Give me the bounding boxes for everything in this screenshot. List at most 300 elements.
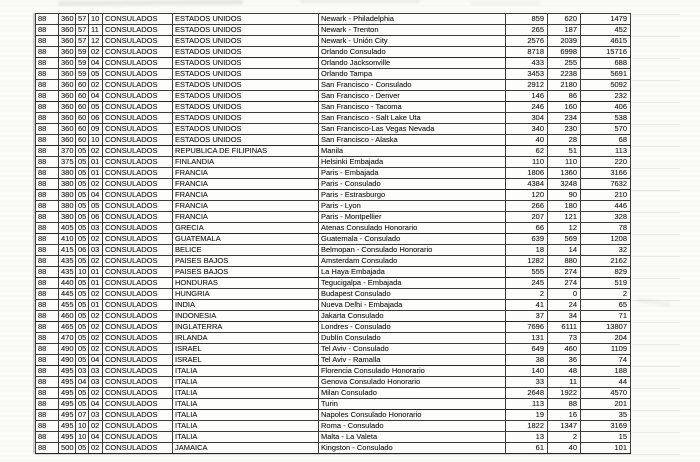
cell-code-entidad: 88 bbox=[36, 36, 59, 47]
cell-code-entidad: 88 bbox=[36, 333, 59, 344]
cell-code-oficina: 03 bbox=[89, 245, 103, 256]
cell-code-distrito: 05 bbox=[76, 322, 89, 333]
cell-code-oficina: 06 bbox=[89, 212, 103, 223]
cell-code-entidad: 88 bbox=[36, 432, 59, 443]
cell-total: 113 bbox=[581, 146, 631, 157]
cell-code-oficina: 02 bbox=[89, 47, 103, 58]
cell-code-pais: 360 bbox=[59, 80, 76, 91]
cell-code-pais: 410 bbox=[59, 234, 76, 245]
cell-tipo: CONSULADOS bbox=[103, 102, 173, 113]
cell-code-distrito: 05 bbox=[76, 223, 89, 234]
cell-code-pais: 495 bbox=[59, 399, 76, 410]
cell-pais: ITALIA bbox=[173, 432, 319, 443]
cell-valor-2: 234 bbox=[548, 113, 581, 124]
cell-total: 78 bbox=[581, 223, 631, 234]
cell-code-entidad: 88 bbox=[36, 201, 59, 212]
cell-valor-1: 113 bbox=[506, 399, 548, 410]
cell-code-entidad: 88 bbox=[36, 223, 59, 234]
cell-code-oficina: 04 bbox=[89, 355, 103, 366]
cell-total: 204 bbox=[581, 333, 631, 344]
cell-pais: GRECIA bbox=[173, 223, 319, 234]
cell-code-oficina: 02 bbox=[89, 179, 103, 190]
cell-valor-1: 41 bbox=[506, 300, 548, 311]
cell-code-entidad: 88 bbox=[36, 245, 59, 256]
cell-valor-1: 62 bbox=[506, 146, 548, 157]
table-row bbox=[36, 443, 631, 454]
cell-code-oficina: 05 bbox=[89, 69, 103, 80]
cell-oficina: La Haya Embajada bbox=[319, 267, 506, 278]
table-row bbox=[36, 201, 631, 212]
cell-valor-1: 61 bbox=[506, 443, 548, 454]
cell-oficina: Belmopan - Consulado Honorario bbox=[319, 245, 506, 256]
cell-total: 15716 bbox=[581, 47, 631, 58]
cell-code-oficina: 01 bbox=[89, 168, 103, 179]
table-row bbox=[36, 377, 631, 388]
cell-pais: ITALIA bbox=[173, 421, 319, 432]
cell-oficina: San Francisco-Las Vegas Nevada bbox=[319, 124, 506, 135]
cell-code-distrito: 05 bbox=[76, 388, 89, 399]
cell-valor-1: 1282 bbox=[506, 256, 548, 267]
cell-code-oficina: 03 bbox=[89, 366, 103, 377]
cell-total: 4615 bbox=[581, 36, 631, 47]
cell-code-pais: 370 bbox=[59, 146, 76, 157]
cell-valor-1: 340 bbox=[506, 124, 548, 135]
cell-code-distrito: 07 bbox=[76, 410, 89, 421]
cell-valor-2: 880 bbox=[548, 256, 581, 267]
cell-code-entidad: 88 bbox=[36, 69, 59, 80]
cell-code-pais: 360 bbox=[59, 25, 76, 36]
cell-valor-1: 8718 bbox=[506, 47, 548, 58]
cell-total: 13807 bbox=[581, 322, 631, 333]
cell-valor-2: 16 bbox=[548, 410, 581, 421]
table-row bbox=[36, 388, 631, 399]
table-row bbox=[36, 289, 631, 300]
cell-tipo: CONSULADOS bbox=[103, 377, 173, 388]
table-row bbox=[36, 322, 631, 333]
cell-valor-2: 1360 bbox=[548, 168, 581, 179]
cell-total: 3166 bbox=[581, 168, 631, 179]
cell-pais: ISRAEL bbox=[173, 355, 319, 366]
cell-oficina: Helsinki Embajada bbox=[319, 157, 506, 168]
cell-code-pais: 500 bbox=[59, 443, 76, 454]
cell-code-entidad: 88 bbox=[36, 146, 59, 157]
cell-valor-1: 37 bbox=[506, 311, 548, 322]
cell-tipo: CONSULADOS bbox=[103, 344, 173, 355]
cell-tipo: CONSULADOS bbox=[103, 124, 173, 135]
cell-tipo: CONSULADOS bbox=[103, 212, 173, 223]
cell-total: 35 bbox=[581, 410, 631, 421]
cell-code-pais: 380 bbox=[59, 212, 76, 223]
table-row bbox=[36, 278, 631, 289]
cell-code-pais: 470 bbox=[59, 333, 76, 344]
cell-code-pais: 380 bbox=[59, 201, 76, 212]
table-row bbox=[36, 333, 631, 344]
cell-tipo: CONSULADOS bbox=[103, 201, 173, 212]
cell-total: 201 bbox=[581, 399, 631, 410]
cell-code-oficina: 09 bbox=[89, 124, 103, 135]
cell-pais: ESTADOS UNIDOS bbox=[173, 91, 319, 102]
cell-code-distrito: 59 bbox=[76, 58, 89, 69]
cell-tipo: CONSULADOS bbox=[103, 443, 173, 454]
cell-oficina: San Francisco - Alaska bbox=[319, 135, 506, 146]
cell-code-entidad: 88 bbox=[36, 190, 59, 201]
cell-code-entidad: 88 bbox=[36, 443, 59, 454]
cell-pais: HONDURAS bbox=[173, 278, 319, 289]
cell-valor-1: 649 bbox=[506, 344, 548, 355]
cell-total: 4570 bbox=[581, 388, 631, 399]
cell-oficina: San Francisco - Tacoma bbox=[319, 102, 506, 113]
table-row bbox=[36, 245, 631, 256]
cell-valor-1: 66 bbox=[506, 223, 548, 234]
table-row bbox=[36, 91, 631, 102]
cell-code-pais: 405 bbox=[59, 223, 76, 234]
table-row bbox=[36, 344, 631, 355]
cell-valor-1: 2576 bbox=[506, 36, 548, 47]
cell-oficina: Nueva Delhi - Embajada bbox=[319, 300, 506, 311]
cell-code-entidad: 88 bbox=[36, 377, 59, 388]
cell-valor-1: 1806 bbox=[506, 168, 548, 179]
cell-pais: FRANCIA bbox=[173, 190, 319, 201]
table-row bbox=[36, 190, 631, 201]
cell-valor-1: 3453 bbox=[506, 69, 548, 80]
cell-code-distrito: 05 bbox=[76, 146, 89, 157]
cell-code-entidad: 88 bbox=[36, 322, 59, 333]
cell-code-distrito: 05 bbox=[76, 344, 89, 355]
cell-valor-1: 555 bbox=[506, 267, 548, 278]
cell-code-pais: 380 bbox=[59, 179, 76, 190]
table-row bbox=[36, 25, 631, 36]
cell-valor-2: 230 bbox=[548, 124, 581, 135]
cell-code-oficina: 04 bbox=[89, 190, 103, 201]
cell-code-distrito: 05 bbox=[76, 355, 89, 366]
cell-code-distrito: 05 bbox=[76, 190, 89, 201]
scan-smudge bbox=[300, 0, 420, 3]
cell-code-distrito: 05 bbox=[76, 300, 89, 311]
cell-valor-1: 1822 bbox=[506, 421, 548, 432]
cell-total: 452 bbox=[581, 25, 631, 36]
cell-total: 2 bbox=[581, 289, 631, 300]
cell-oficina: San Francisco - Salt Lake Uta bbox=[319, 113, 506, 124]
cell-tipo: CONSULADOS bbox=[103, 311, 173, 322]
cell-code-pais: 465 bbox=[59, 322, 76, 333]
cell-code-entidad: 88 bbox=[36, 47, 59, 58]
cell-code-oficina: 02 bbox=[89, 421, 103, 432]
cell-code-oficina: 04 bbox=[89, 432, 103, 443]
cell-code-oficina: 01 bbox=[89, 157, 103, 168]
cell-code-entidad: 88 bbox=[36, 179, 59, 190]
cell-code-entidad: 88 bbox=[36, 113, 59, 124]
cell-oficina: Paris - Montpellier bbox=[319, 212, 506, 223]
cell-valor-1: 40 bbox=[506, 135, 548, 146]
cell-code-entidad: 88 bbox=[36, 388, 59, 399]
cell-code-entidad: 88 bbox=[36, 234, 59, 245]
cell-code-entidad: 88 bbox=[36, 168, 59, 179]
cell-total: 2162 bbox=[581, 256, 631, 267]
cell-tipo: CONSULADOS bbox=[103, 47, 173, 58]
cell-valor-1: 38 bbox=[506, 355, 548, 366]
cell-tipo: CONSULADOS bbox=[103, 421, 173, 432]
cell-code-entidad: 88 bbox=[36, 80, 59, 91]
scan-line-bleed bbox=[632, 13, 680, 455]
cell-valor-2: 2180 bbox=[548, 80, 581, 91]
cell-tipo: CONSULADOS bbox=[103, 179, 173, 190]
table-row bbox=[36, 300, 631, 311]
cell-code-oficina: 11 bbox=[89, 25, 103, 36]
cell-code-pais: 440 bbox=[59, 278, 76, 289]
cell-valor-2: 569 bbox=[548, 234, 581, 245]
cell-code-oficina: 01 bbox=[89, 267, 103, 278]
cell-code-entidad: 88 bbox=[36, 91, 59, 102]
cell-code-distrito: 06 bbox=[76, 245, 89, 256]
cell-pais: INDONESIA bbox=[173, 311, 319, 322]
cell-valor-2: 36 bbox=[548, 355, 581, 366]
cell-code-distrito: 60 bbox=[76, 102, 89, 113]
cell-total: 71 bbox=[581, 311, 631, 322]
cell-pais: ESTADOS UNIDOS bbox=[173, 58, 319, 69]
cell-oficina: Newark - Trenton bbox=[319, 25, 506, 36]
cell-valor-2: 620 bbox=[548, 14, 581, 25]
cell-pais: FRANCIA bbox=[173, 179, 319, 190]
cell-code-pais: 490 bbox=[59, 344, 76, 355]
cell-valor-2: 73 bbox=[548, 333, 581, 344]
cell-code-distrito: 60 bbox=[76, 80, 89, 91]
cell-code-oficina: 02 bbox=[89, 344, 103, 355]
cell-valor-1: 304 bbox=[506, 113, 548, 124]
cell-oficina: Newark - Philadelphia bbox=[319, 14, 506, 25]
cell-total: 519 bbox=[581, 278, 631, 289]
cell-code-oficina: 12 bbox=[89, 36, 103, 47]
cell-code-entidad: 88 bbox=[36, 289, 59, 300]
table-row bbox=[36, 69, 631, 80]
cell-code-distrito: 57 bbox=[76, 36, 89, 47]
cell-valor-2: 34 bbox=[548, 311, 581, 322]
cell-code-pais: 375 bbox=[59, 157, 76, 168]
cell-total: 7632 bbox=[581, 179, 631, 190]
cell-tipo: CONSULADOS bbox=[103, 36, 173, 47]
cell-valor-2: 274 bbox=[548, 278, 581, 289]
cell-code-oficina: 02 bbox=[89, 146, 103, 157]
cell-total: 5092 bbox=[581, 80, 631, 91]
cell-tipo: CONSULADOS bbox=[103, 289, 173, 300]
cell-code-entidad: 88 bbox=[36, 300, 59, 311]
cell-code-entidad: 88 bbox=[36, 25, 59, 36]
cell-code-entidad: 88 bbox=[36, 344, 59, 355]
cell-code-distrito: 05 bbox=[76, 278, 89, 289]
cell-tipo: CONSULADOS bbox=[103, 14, 173, 25]
cell-tipo: CONSULADOS bbox=[103, 245, 173, 256]
cell-code-oficina: 02 bbox=[89, 311, 103, 322]
cell-tipo: CONSULADOS bbox=[103, 25, 173, 36]
cell-code-distrito: 10 bbox=[76, 432, 89, 443]
cell-oficina: Turin bbox=[319, 399, 506, 410]
cell-oficina: Napoles Consulado Honorario bbox=[319, 410, 506, 421]
cell-code-oficina: 02 bbox=[89, 333, 103, 344]
cell-total: 15 bbox=[581, 432, 631, 443]
cell-valor-1: 245 bbox=[506, 278, 548, 289]
scan-smudge bbox=[470, 2, 540, 5]
cell-oficina: Kingston - Consulado bbox=[319, 443, 506, 454]
cell-pais: REPUBLICA DE FILIPINAS bbox=[173, 146, 319, 157]
cell-oficina: Manila bbox=[319, 146, 506, 157]
cell-oficina: Tegucigalpa - Embajada bbox=[319, 278, 506, 289]
table-row bbox=[36, 234, 631, 245]
cell-code-pais: 360 bbox=[59, 135, 76, 146]
cell-pais: ESTADOS UNIDOS bbox=[173, 135, 319, 146]
cell-pais: HUNGRIA bbox=[173, 289, 319, 300]
table-row bbox=[36, 366, 631, 377]
cell-tipo: CONSULADOS bbox=[103, 190, 173, 201]
cell-oficina: Genova Consulado Honorario bbox=[319, 377, 506, 388]
cell-code-distrito: 60 bbox=[76, 91, 89, 102]
scan-smudge bbox=[58, 0, 243, 5]
cell-oficina: Malta - La Valeta bbox=[319, 432, 506, 443]
cell-total: 406 bbox=[581, 102, 631, 113]
table-row bbox=[36, 124, 631, 135]
cell-pais: ESTADOS UNIDOS bbox=[173, 69, 319, 80]
cell-code-distrito: 04 bbox=[76, 377, 89, 388]
cell-tipo: CONSULADOS bbox=[103, 223, 173, 234]
cell-code-pais: 460 bbox=[59, 311, 76, 322]
cell-pais: ESTADOS UNIDOS bbox=[173, 124, 319, 135]
cell-code-pais: 495 bbox=[59, 432, 76, 443]
cell-code-pais: 415 bbox=[59, 245, 76, 256]
cell-code-oficina: 04 bbox=[89, 399, 103, 410]
cell-total: 232 bbox=[581, 91, 631, 102]
cell-valor-1: 110 bbox=[506, 157, 548, 168]
cell-pais: BELICE bbox=[173, 245, 319, 256]
cell-code-pais: 495 bbox=[59, 388, 76, 399]
cell-code-entidad: 88 bbox=[36, 58, 59, 69]
cell-tipo: CONSULADOS bbox=[103, 333, 173, 344]
cell-pais: ESTADOS UNIDOS bbox=[173, 47, 319, 58]
table-row bbox=[36, 135, 631, 146]
cell-valor-2: 6998 bbox=[548, 47, 581, 58]
cell-tipo: CONSULADOS bbox=[103, 168, 173, 179]
cell-code-oficina: 01 bbox=[89, 278, 103, 289]
cell-total: 210 bbox=[581, 190, 631, 201]
cell-tipo: CONSULADOS bbox=[103, 91, 173, 102]
cell-valor-2: 3248 bbox=[548, 179, 581, 190]
cell-oficina: Paris - Estrasburgo bbox=[319, 190, 506, 201]
cell-tipo: CONSULADOS bbox=[103, 113, 173, 124]
cell-code-pais: 380 bbox=[59, 168, 76, 179]
cell-valor-2: 14 bbox=[548, 245, 581, 256]
cell-valor-1: 13 bbox=[506, 432, 548, 443]
cell-pais: ESTADOS UNIDOS bbox=[173, 80, 319, 91]
table-row bbox=[36, 113, 631, 124]
cell-valor-1: 18 bbox=[506, 245, 548, 256]
cell-code-distrito: 05 bbox=[76, 212, 89, 223]
cell-tipo: CONSULADOS bbox=[103, 146, 173, 157]
table-row bbox=[36, 223, 631, 234]
cell-oficina: San Francisco - Denver bbox=[319, 91, 506, 102]
cell-pais: FRANCIA bbox=[173, 168, 319, 179]
cell-total: 688 bbox=[581, 58, 631, 69]
cell-code-entidad: 88 bbox=[36, 14, 59, 25]
table-row bbox=[36, 58, 631, 69]
cell-tipo: CONSULADOS bbox=[103, 388, 173, 399]
cell-valor-2: 255 bbox=[548, 58, 581, 69]
cell-code-entidad: 88 bbox=[36, 366, 59, 377]
cell-pais: FRANCIA bbox=[173, 212, 319, 223]
cell-valor-2: 160 bbox=[548, 102, 581, 113]
cell-tipo: CONSULADOS bbox=[103, 69, 173, 80]
cell-tipo: CONSULADOS bbox=[103, 135, 173, 146]
cell-valor-2: 180 bbox=[548, 201, 581, 212]
cell-total: 44 bbox=[581, 377, 631, 388]
cell-code-pais: 445 bbox=[59, 289, 76, 300]
cell-code-oficina: 02 bbox=[89, 234, 103, 245]
cell-tipo: CONSULADOS bbox=[103, 322, 173, 333]
cell-code-pais: 360 bbox=[59, 47, 76, 58]
cell-valor-2: 12 bbox=[548, 223, 581, 234]
cell-code-oficina: 02 bbox=[89, 388, 103, 399]
cell-code-distrito: 05 bbox=[76, 311, 89, 322]
cell-oficina: Atenas Consulado Honorario bbox=[319, 223, 506, 234]
cell-total: 5691 bbox=[581, 69, 631, 80]
consulados-table-body bbox=[36, 14, 631, 454]
cell-valor-1: 131 bbox=[506, 333, 548, 344]
cell-total: 65 bbox=[581, 300, 631, 311]
cell-total: 328 bbox=[581, 212, 631, 223]
cell-valor-1: 4384 bbox=[506, 179, 548, 190]
cell-total: 1208 bbox=[581, 234, 631, 245]
table-row bbox=[36, 311, 631, 322]
cell-valor-1: 246 bbox=[506, 102, 548, 113]
cell-total: 68 bbox=[581, 135, 631, 146]
cell-valor-1: 33 bbox=[506, 377, 548, 388]
cell-valor-2: 86 bbox=[548, 91, 581, 102]
cell-pais: FRANCIA bbox=[173, 201, 319, 212]
table-row bbox=[36, 36, 631, 47]
cell-code-oficina: 03 bbox=[89, 377, 103, 388]
cell-tipo: CONSULADOS bbox=[103, 267, 173, 278]
cell-tipo: CONSULADOS bbox=[103, 58, 173, 69]
cell-code-oficina: 03 bbox=[89, 223, 103, 234]
cell-code-pais: 435 bbox=[59, 267, 76, 278]
cell-code-distrito: 57 bbox=[76, 14, 89, 25]
cell-code-distrito: 10 bbox=[76, 267, 89, 278]
cell-code-entidad: 88 bbox=[36, 135, 59, 146]
table-row bbox=[36, 168, 631, 179]
cell-oficina: Paris - Embajada bbox=[319, 168, 506, 179]
cell-total: 829 bbox=[581, 267, 631, 278]
cell-valor-2: 48 bbox=[548, 366, 581, 377]
cell-valor-2: 40 bbox=[548, 443, 581, 454]
cell-pais: INGLATERRA bbox=[173, 322, 319, 333]
table-row bbox=[36, 432, 631, 443]
cell-pais: ESTADOS UNIDOS bbox=[173, 36, 319, 47]
cell-code-entidad: 88 bbox=[36, 157, 59, 168]
cell-code-distrito: 60 bbox=[76, 124, 89, 135]
cell-valor-2: 2238 bbox=[548, 69, 581, 80]
cell-total: 446 bbox=[581, 201, 631, 212]
cell-code-oficina: 04 bbox=[89, 58, 103, 69]
cell-code-entidad: 88 bbox=[36, 311, 59, 322]
cell-pais: ITALIA bbox=[173, 410, 319, 421]
cell-total: 3169 bbox=[581, 421, 631, 432]
cell-valor-2: 24 bbox=[548, 300, 581, 311]
cell-oficina: Newark - Unión City bbox=[319, 36, 506, 47]
table-row bbox=[36, 421, 631, 432]
cell-code-oficina: 02 bbox=[89, 322, 103, 333]
cell-code-distrito: 05 bbox=[76, 234, 89, 245]
cell-valor-2: 110 bbox=[548, 157, 581, 168]
scan-smudge bbox=[636, 298, 670, 307]
cell-code-entidad: 88 bbox=[36, 124, 59, 135]
cell-valor-1: 265 bbox=[506, 25, 548, 36]
cell-valor-2: 2039 bbox=[548, 36, 581, 47]
